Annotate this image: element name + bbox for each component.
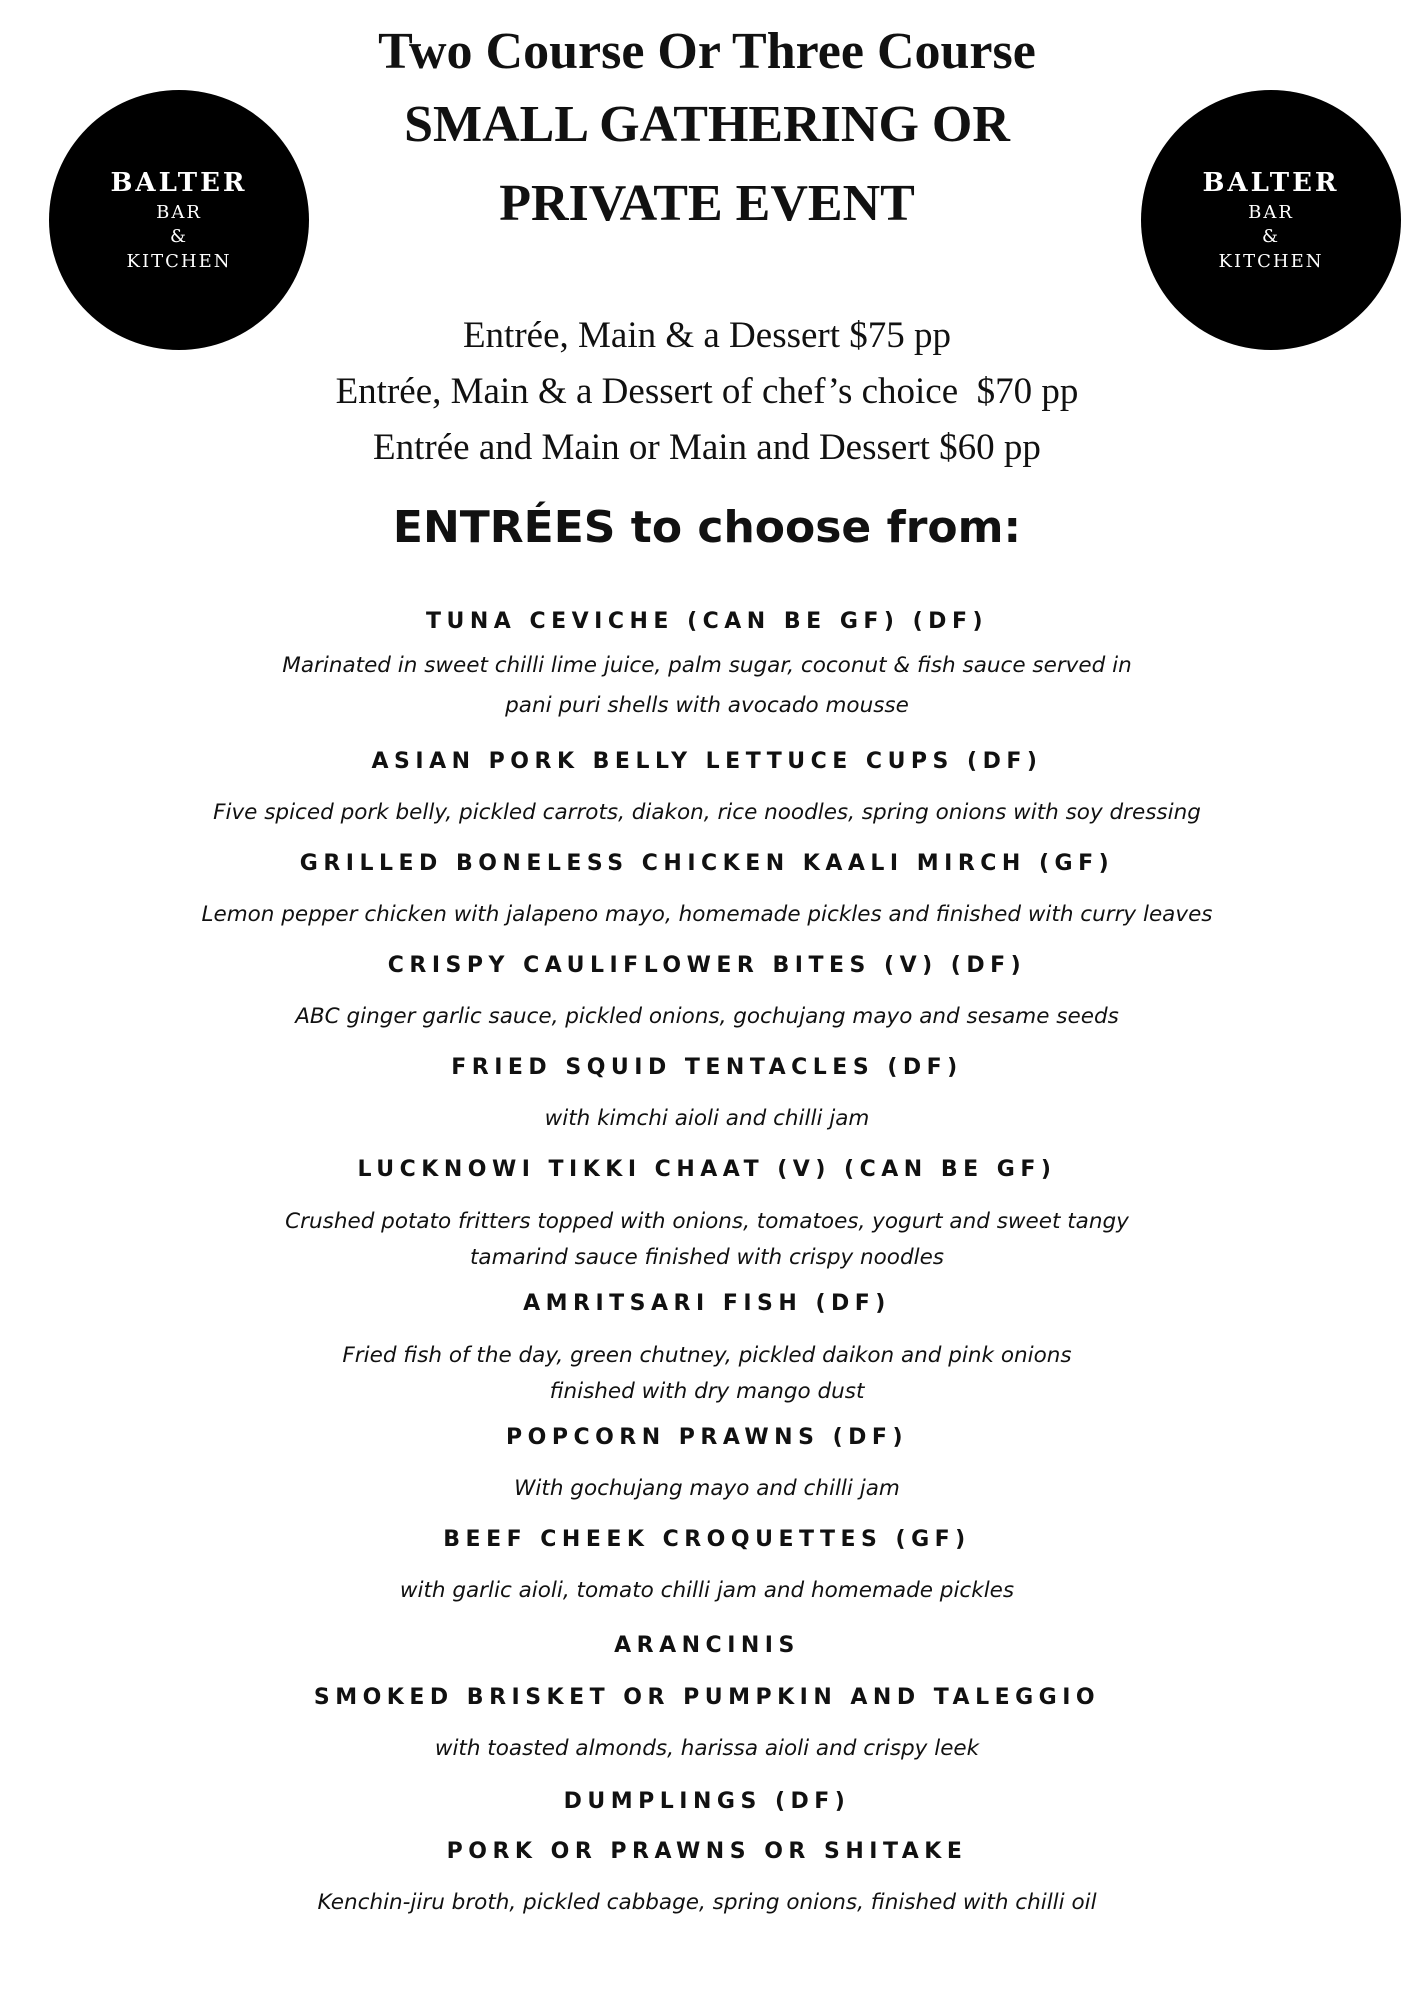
menu-item-description: Five spiced pork belly, pickled carrots, diakon, rice noodles, spring onions with soy dressing xyxy=(213,800,1201,825)
price-line: Entrée and Main or Main and Dessert $60 pp xyxy=(373,427,1041,468)
price-line: Entrée, Main & a Dessert of chef’s choice $70 pp xyxy=(335,371,1079,412)
logo-bar: BAR xyxy=(156,202,202,224)
logo-kitchen: KITCHEN xyxy=(1218,250,1324,272)
menu-item-name: AMRITSARI FISH (DF) xyxy=(523,1291,891,1316)
menu-item-description: With gochujang mayo and chilli jam xyxy=(514,1476,900,1501)
logo-bar: BAR xyxy=(1248,202,1294,224)
menu-item xyxy=(0,738,1414,840)
logo-ampersand: & xyxy=(1261,226,1281,248)
menu-item xyxy=(0,1044,1414,1146)
menu-item-description: finished with dry mango dust xyxy=(549,1379,865,1404)
section-title: ENTRÉES to choose from: xyxy=(392,502,1022,553)
logo-ampersand: & xyxy=(169,226,189,248)
header-title-line-2: PRIVATE EVENT xyxy=(499,175,915,232)
menu-item xyxy=(0,1776,1414,1828)
menu-item-description: Fried fish of the day, green chutney, pickled daikon and pink onions xyxy=(342,1343,1072,1368)
entree-list xyxy=(0,598,1414,1930)
menu-item-name: ARANCINIS xyxy=(614,1633,800,1658)
menu-item xyxy=(0,1674,1414,1776)
menu-item-name: DUMPLINGS (DF) xyxy=(563,1789,851,1814)
menu-item-name: GRILLED BONELESS CHICKEN KAALI MIRCH (GF) xyxy=(299,851,1115,876)
menu-item xyxy=(0,942,1414,1044)
menu-item-name: SMOKED BRISKET OR PUMPKIN AND TALEGGIO xyxy=(313,1685,1101,1710)
logo-brand: BALTER xyxy=(110,168,248,198)
menu-item-name: TUNA CEVICHE (CAN BE GF) (DF) xyxy=(425,609,989,634)
menu-item xyxy=(0,840,1414,942)
menu-item-description: pani puri shells with avocado mousse xyxy=(505,693,909,718)
menu-item xyxy=(0,1280,1414,1408)
menu-item-name: BEEF CHEEK CROQUETTES (GF) xyxy=(443,1527,971,1552)
menu-item xyxy=(0,1828,1414,1930)
menu-item-name: PORK OR PRAWNS OR SHITAKE xyxy=(446,1839,968,1864)
menu-item-name: FRIED SQUID TENTACLES (DF) xyxy=(451,1055,963,1080)
pricing-block xyxy=(0,308,1414,476)
menu-item-description: Marinated in sweet chilli lime juice, palm sugar, coconut & fish sauce served in xyxy=(282,653,1132,678)
price-line: Entrée, Main & a Dessert $75 pp xyxy=(462,315,952,356)
menu-item xyxy=(0,1414,1414,1516)
menu-item xyxy=(0,1146,1414,1274)
menu-item-description: tamarind sauce finished with crispy noodles xyxy=(469,1245,945,1270)
header-course-options: Two Course Or Three Course xyxy=(378,23,1036,80)
menu-item-description: Kenchin-jiru broth, pickled cabbage, spring onions, finished with chilli oil xyxy=(317,1890,1097,1915)
menu-item-description: with garlic aioli, tomato chilli jam and homemade pickles xyxy=(399,1578,1015,1603)
menu-item-description: with kimchi aioli and chilli jam xyxy=(544,1106,870,1131)
menu-item-description: Crushed potato fritters topped with onions, tomatoes, yogurt and sweet tangy xyxy=(285,1209,1129,1234)
menu-item-description: with toasted almonds, harissa aioli and crispy leek xyxy=(434,1736,980,1761)
logo-brand: BALTER xyxy=(1202,168,1340,198)
page-header xyxy=(320,20,1094,242)
menu-item-name: CRISPY CAULIFLOWER BITES (V) (DF) xyxy=(387,953,1027,978)
menu-item xyxy=(0,1618,1414,1674)
menu-item xyxy=(0,1516,1414,1618)
menu-item-name: LUCKNOWI TIKKI CHAAT (V) (CAN BE GF) xyxy=(357,1157,1057,1182)
menu-item-name: POPCORN PRAWNS (DF) xyxy=(506,1425,908,1450)
menu-item-description: ABC ginger garlic sauce, pickled onions, gochujang mayo and sesame seeds xyxy=(295,1004,1119,1029)
logo-kitchen: KITCHEN xyxy=(126,250,232,272)
menu-item xyxy=(0,598,1414,726)
menu-item-description: Lemon pepper chicken with jalapeno mayo, homemade pickles and finished with curry leaves xyxy=(201,902,1213,927)
header-title-line-1: SMALL GATHERING OR xyxy=(404,96,1010,153)
menu-item-name: ASIAN PORK BELLY LETTUCE CUPS (DF) xyxy=(371,749,1043,774)
